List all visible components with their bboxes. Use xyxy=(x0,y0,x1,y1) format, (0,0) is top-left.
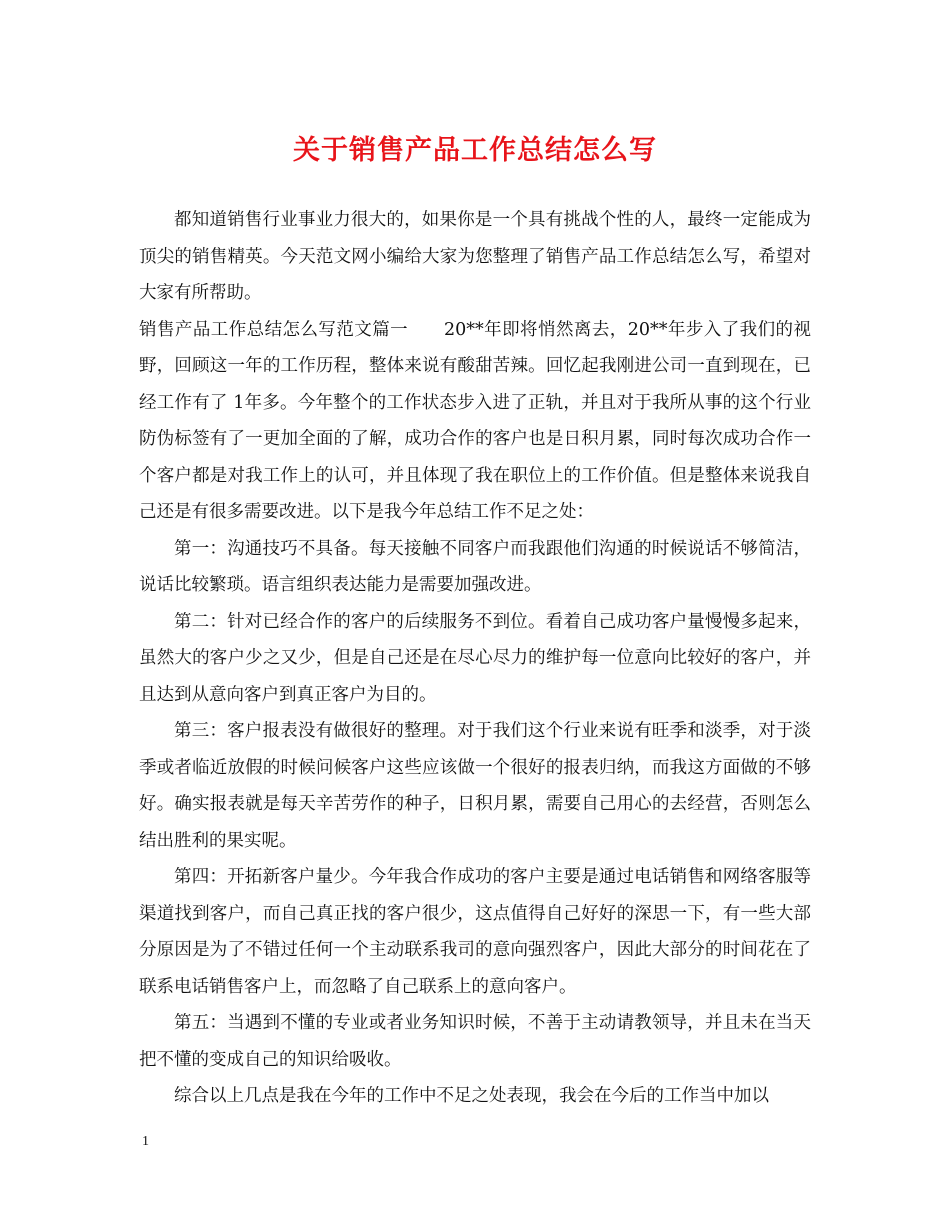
sample-heading-paragraph: 销售产品工作总结怎么写范文篇一 20**年即将悄然离去，20**年步入了我们的视野，回顾这一年的工作历程，整体来说有酸甜苦辣。回忆起我刚进公司一直到现在，已经工作有了 1年多。今年整个的工作状态步入进了正轨，并且对于我所从事的这个行业防伪标签有了一更加全面的了解，成功合作的客户也是日积月累，同时每次成功合作一个客户都是对我工作上的认可，并且体现了我在职位上的工作价值。但是整体来说我自己还是有很多需要改进。以下是我今年总结工作不足之处： xyxy=(139,319,811,522)
page-number: 1 xyxy=(142,1134,149,1149)
intro-paragraph: 都知道销售行业事业力很大的，如果你是一个具有挑战个性的人，最终一定能成为顶尖的销售精英。今天范文网小编给大家为您整理了销售产品工作总结怎么写，希望对大家有所帮助。 xyxy=(139,210,811,303)
point-five-paragraph: 第五：当遇到不懂的专业或者业务知识时候，不善于主动请教领导，并且未在当天把不懂的变成自己的知识给吸收。 xyxy=(139,1013,811,1070)
point-two-paragraph: 第二：针对已经合作的客户的后续服务不到位。看着自己成功客户量慢慢多起来，虽然大的客户少之又少，但是自己还是在尽心尽力的维护每一位意向比较好的客户，并且达到从意向客户到真正客户为目的。 xyxy=(139,611,811,705)
summary-paragraph: 综合以上几点是我在今年的工作中不足之处表现，我会在今后的工作当中加以 xyxy=(174,1086,769,1106)
point-four-paragraph: 第四：开拓新客户量少。今年我合作成功的客户主要是通过电话销售和网络客服等渠道找到客户，而自己真正找的客户很少，这点值得自己好好的深思一下，有一些大部分原因是为了不错过任何一个主动联系我司的意向强烈客户，因此大部分的时间花在了联系电话销售客户上，而忽略了自己联系上的意向客户。 xyxy=(139,867,811,997)
point-one-paragraph: 第一：沟通技巧不具备。每天接触不同客户而我跟他们沟通的时候说话不够简洁，说话比较繁琐。语言组织表达能力是需要加强改进。 xyxy=(139,538,811,595)
document-title: 关于销售产品工作总结怎么写 xyxy=(293,135,657,166)
document-body xyxy=(139,202,811,1115)
point-three-paragraph: 第三：客户报表没有做很好的整理。对于我们这个行业来说有旺季和淡季，对于淡季或者临近放假的时候问候客户这些应该做一个很好的报表归纳，而我这方面做的不够好。确实报表就是每天辛苦劳作的种子，日积月累，需要自己用心的去经营，否则怎么结出胜利的果实呢。 xyxy=(139,721,811,851)
